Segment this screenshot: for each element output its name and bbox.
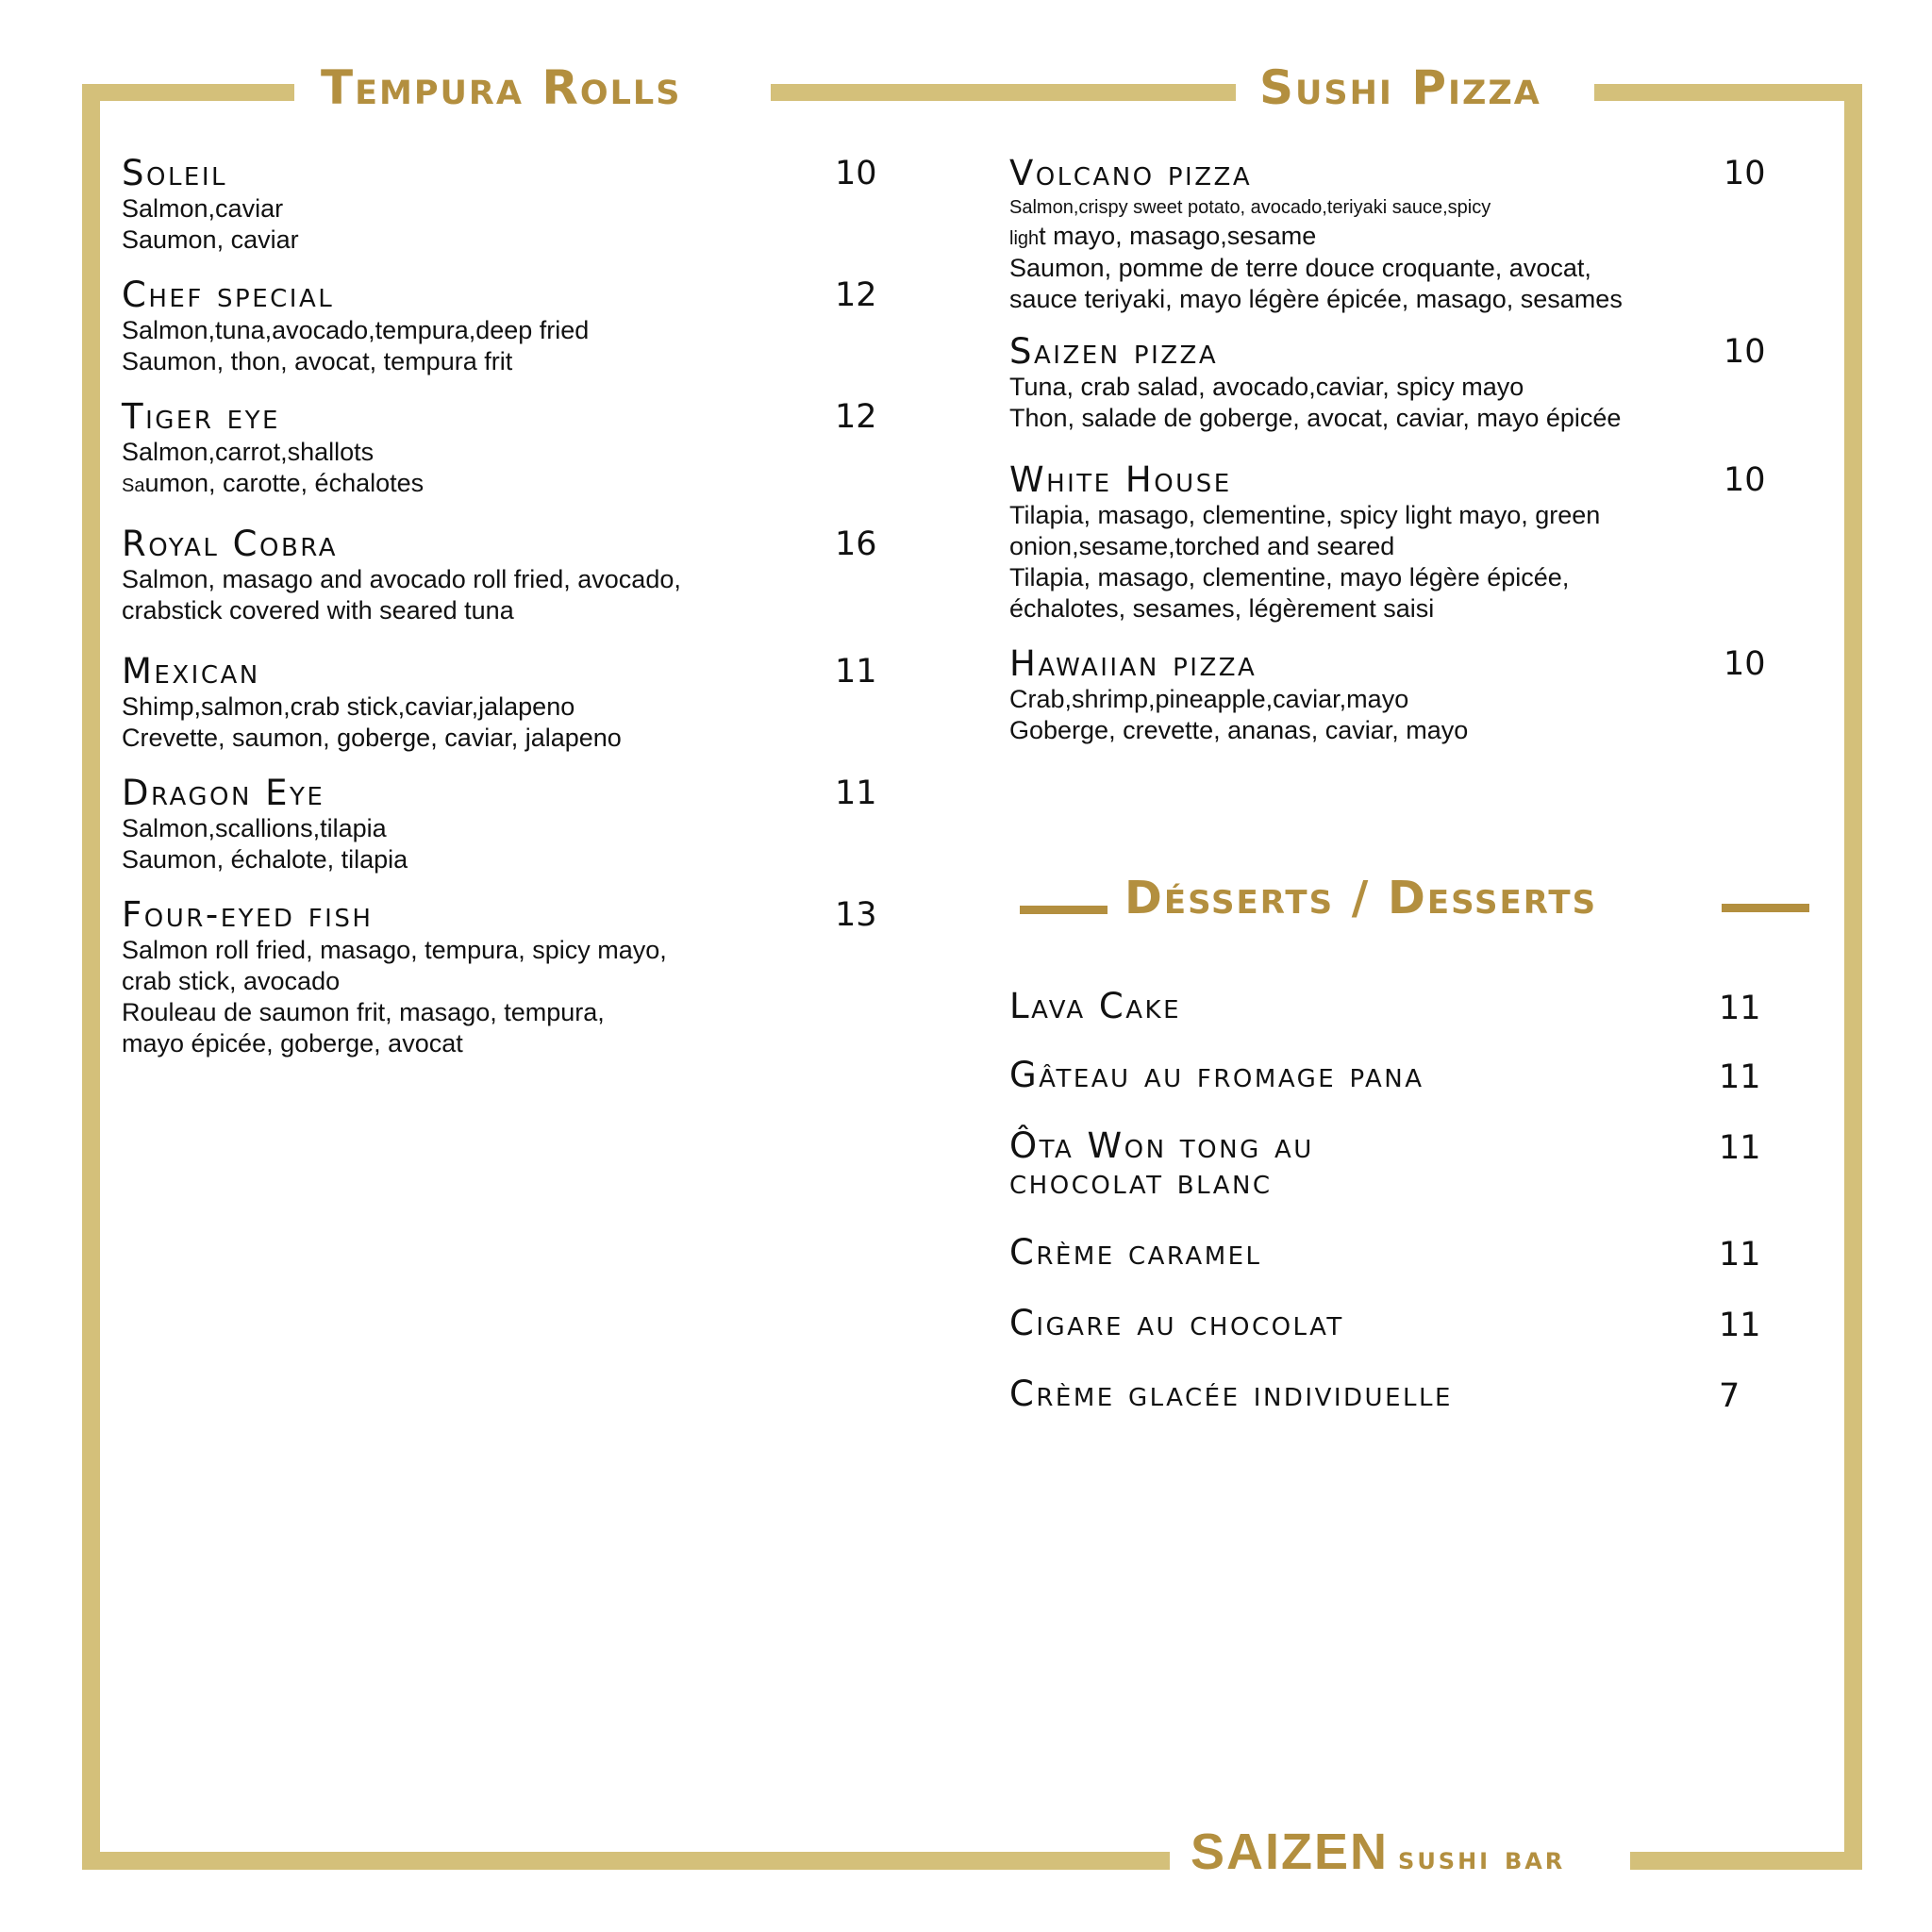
- item-name: White House: [1009, 459, 1232, 500]
- item-desc-en: Salmon,caviar: [122, 194, 284, 223]
- item-desc-en: Salmon,scallions,tilapia: [122, 814, 387, 842]
- item-desc-fr: Goberge, crevette, ananas, caviar, mayo: [1009, 716, 1469, 744]
- item-desc-en: Salmon,carrot,shallots: [122, 438, 375, 466]
- item-price: 13: [835, 896, 877, 934]
- menu-item-mexican: [122, 652, 876, 774]
- menu-item-hawaiian-pizza: [1009, 644, 1764, 746]
- tempura-rolls-list: [122, 154, 876, 1059]
- item-name-line: chocolat blanc: [1009, 1161, 1273, 1202]
- frame-left: [82, 84, 100, 1870]
- frame-bottom-right: [1630, 1852, 1862, 1870]
- brand-name: SAIZEN: [1191, 1824, 1390, 1880]
- item-price: 11: [1719, 1058, 1761, 1096]
- item-name: Tiger eye: [122, 396, 280, 437]
- item-name: Lava Cake: [1009, 986, 1182, 1026]
- desserts-dash-right: [1722, 904, 1809, 912]
- item-desc-fr: sauce teriyaki, mayo légère épicée, masago, sesames: [1009, 285, 1623, 313]
- item-desc-line: onion,sesame,torched and seared: [1009, 532, 1395, 560]
- sushi-pizza-list: [1009, 154, 1764, 746]
- frame-top-middle: [771, 84, 1236, 101]
- menu-item-dragon-eye: [122, 774, 876, 895]
- item-price: 16: [835, 525, 877, 563]
- tempura-rolls-title: Tempura Rolls: [321, 60, 682, 115]
- frame-top-right: [1594, 84, 1862, 101]
- item-price: 10: [1724, 461, 1766, 499]
- item-price: 11: [835, 774, 877, 812]
- item-desc-line: échalotes, sesames, légèrement saisi: [1009, 594, 1435, 623]
- desserts-dash-left: [1020, 906, 1108, 914]
- item-desc-fr: Saumon, échalote, tilapia: [122, 845, 408, 874]
- item-name: Volcano pizza: [1009, 153, 1253, 193]
- item-desc-fr: Saumon, thon, avocat, tempura frit: [122, 347, 513, 375]
- item-name: Four-eyed fish: [122, 894, 374, 935]
- menu-item-tiger-eye: [122, 397, 876, 525]
- menu-item-saizen-pizza: [1009, 332, 1764, 460]
- item-price: 10: [1724, 645, 1766, 683]
- item-price: 10: [1724, 155, 1766, 192]
- menu-item-white-house: [1009, 460, 1764, 644]
- item-name: Cigare au chocolat: [1009, 1303, 1344, 1343]
- item-price: 11: [835, 653, 877, 691]
- frame-right: [1844, 84, 1862, 1870]
- item-desc-rest: umon, carotte, échalotes: [144, 469, 425, 497]
- restaurant-brand: [1191, 1823, 1565, 1881]
- item-price: 11: [1719, 1236, 1761, 1274]
- item-desc-line: Salmon, masago and avocado roll fried, avocado,: [122, 565, 681, 593]
- item-price: 10: [1724, 333, 1766, 371]
- item-name: Dragon Eye: [122, 773, 325, 813]
- item-desc-en: [1009, 222, 1764, 253]
- item-desc-small-line: Salmon,crispy sweet potato, avocado,teriyaki sauce,spicy: [1009, 197, 1491, 218]
- menu-item-soleil: [122, 154, 876, 275]
- item-desc-en: Crab,shrimp,pineapple,caviar,mayo: [1009, 685, 1409, 713]
- item-price: 11: [1719, 1307, 1761, 1344]
- item-desc-line: crabstick covered with seared tuna: [122, 596, 514, 625]
- menu-item-lava-cake: [1009, 986, 1764, 1058]
- item-name: Mexican: [122, 651, 260, 691]
- menu-item-royal-cobra: [122, 525, 876, 652]
- item-price: 12: [835, 276, 877, 314]
- item-desc-en: Shimp,salmon,crab stick,caviar,jalapeno: [122, 692, 575, 721]
- item-desc-rest: t mayo, masago,sesame: [1039, 222, 1317, 250]
- menu-item-cigare-chocolat: [1009, 1303, 1764, 1376]
- item-name: Gâteau au fromage pana: [1009, 1055, 1424, 1095]
- item-name-line: Ôta Won tong au: [1009, 1125, 1314, 1166]
- frame-top-left: [82, 84, 294, 101]
- brand-subtitle: sushi bar: [1398, 1840, 1566, 1877]
- item-price: 12: [835, 398, 877, 436]
- item-desc-small: ligh: [1009, 228, 1040, 249]
- item-name: Hawaiian pizza: [1009, 643, 1257, 684]
- item-desc-fr: [122, 468, 876, 502]
- item-desc-fr: Saumon, caviar: [122, 225, 299, 254]
- menu-item-volcano-pizza: [1009, 154, 1764, 332]
- item-name: Crème glacée individuelle: [1009, 1374, 1453, 1414]
- menu-item-creme-caramel: [1009, 1232, 1764, 1306]
- sushi-pizza-title: Sushi Pizza: [1259, 60, 1541, 115]
- item-desc-line: Salmon roll fried, masago, tempura, spicy mayo,: [122, 936, 667, 964]
- item-desc-fr: Crevette, saumon, goberge, caviar, jalapeno: [122, 724, 622, 752]
- item-name: Royal Cobra: [122, 524, 339, 564]
- item-desc-small: Sa: [122, 475, 145, 496]
- item-name: Soleil: [122, 153, 228, 193]
- menu-item-four-eyed-fish: [122, 895, 876, 1059]
- item-desc-line: mayo épicée, goberge, avocat: [122, 1029, 463, 1058]
- frame-bottom-left: [82, 1852, 1170, 1870]
- menu-item-gateau-fromage: [1009, 1055, 1764, 1128]
- item-price: 10: [835, 155, 877, 192]
- item-desc-en: Tuna, crab salad, avocado,caviar, spicy mayo: [1009, 373, 1524, 401]
- item-desc-fr: Saumon, pomme de terre douce croquante, avocat,: [1009, 254, 1591, 282]
- item-desc-line: crab stick, avocado: [122, 967, 341, 995]
- item-name: Crème caramel: [1009, 1232, 1262, 1273]
- menu-item-creme-glacee: [1009, 1374, 1764, 1415]
- item-desc-line: Tilapia, masago, clementine, spicy light mayo, green: [1009, 501, 1601, 529]
- item-name: Saizen pizza: [1009, 331, 1219, 372]
- item-desc-line: Tilapia, masago, clementine, mayo légère épicée,: [1009, 563, 1570, 591]
- item-name: Chef special: [122, 275, 335, 315]
- item-desc-fr: Thon, salade de goberge, avocat, caviar, mayo épicée: [1009, 404, 1622, 432]
- item-price: 7: [1719, 1377, 1740, 1415]
- item-price: 11: [1719, 1129, 1761, 1167]
- menu-item-ota-won-tong: [1009, 1125, 1764, 1235]
- item-desc-en: Salmon,tuna,avocado,tempura,deep fried: [122, 316, 590, 344]
- desserts-title: Désserts / Desserts: [1124, 872, 1598, 924]
- item-price: 11: [1719, 990, 1761, 1027]
- desserts-list: [1009, 986, 1764, 1415]
- menu-item-chef-special: [122, 275, 876, 397]
- item-desc-line: Rouleau de saumon frit, masago, tempura,: [122, 998, 605, 1026]
